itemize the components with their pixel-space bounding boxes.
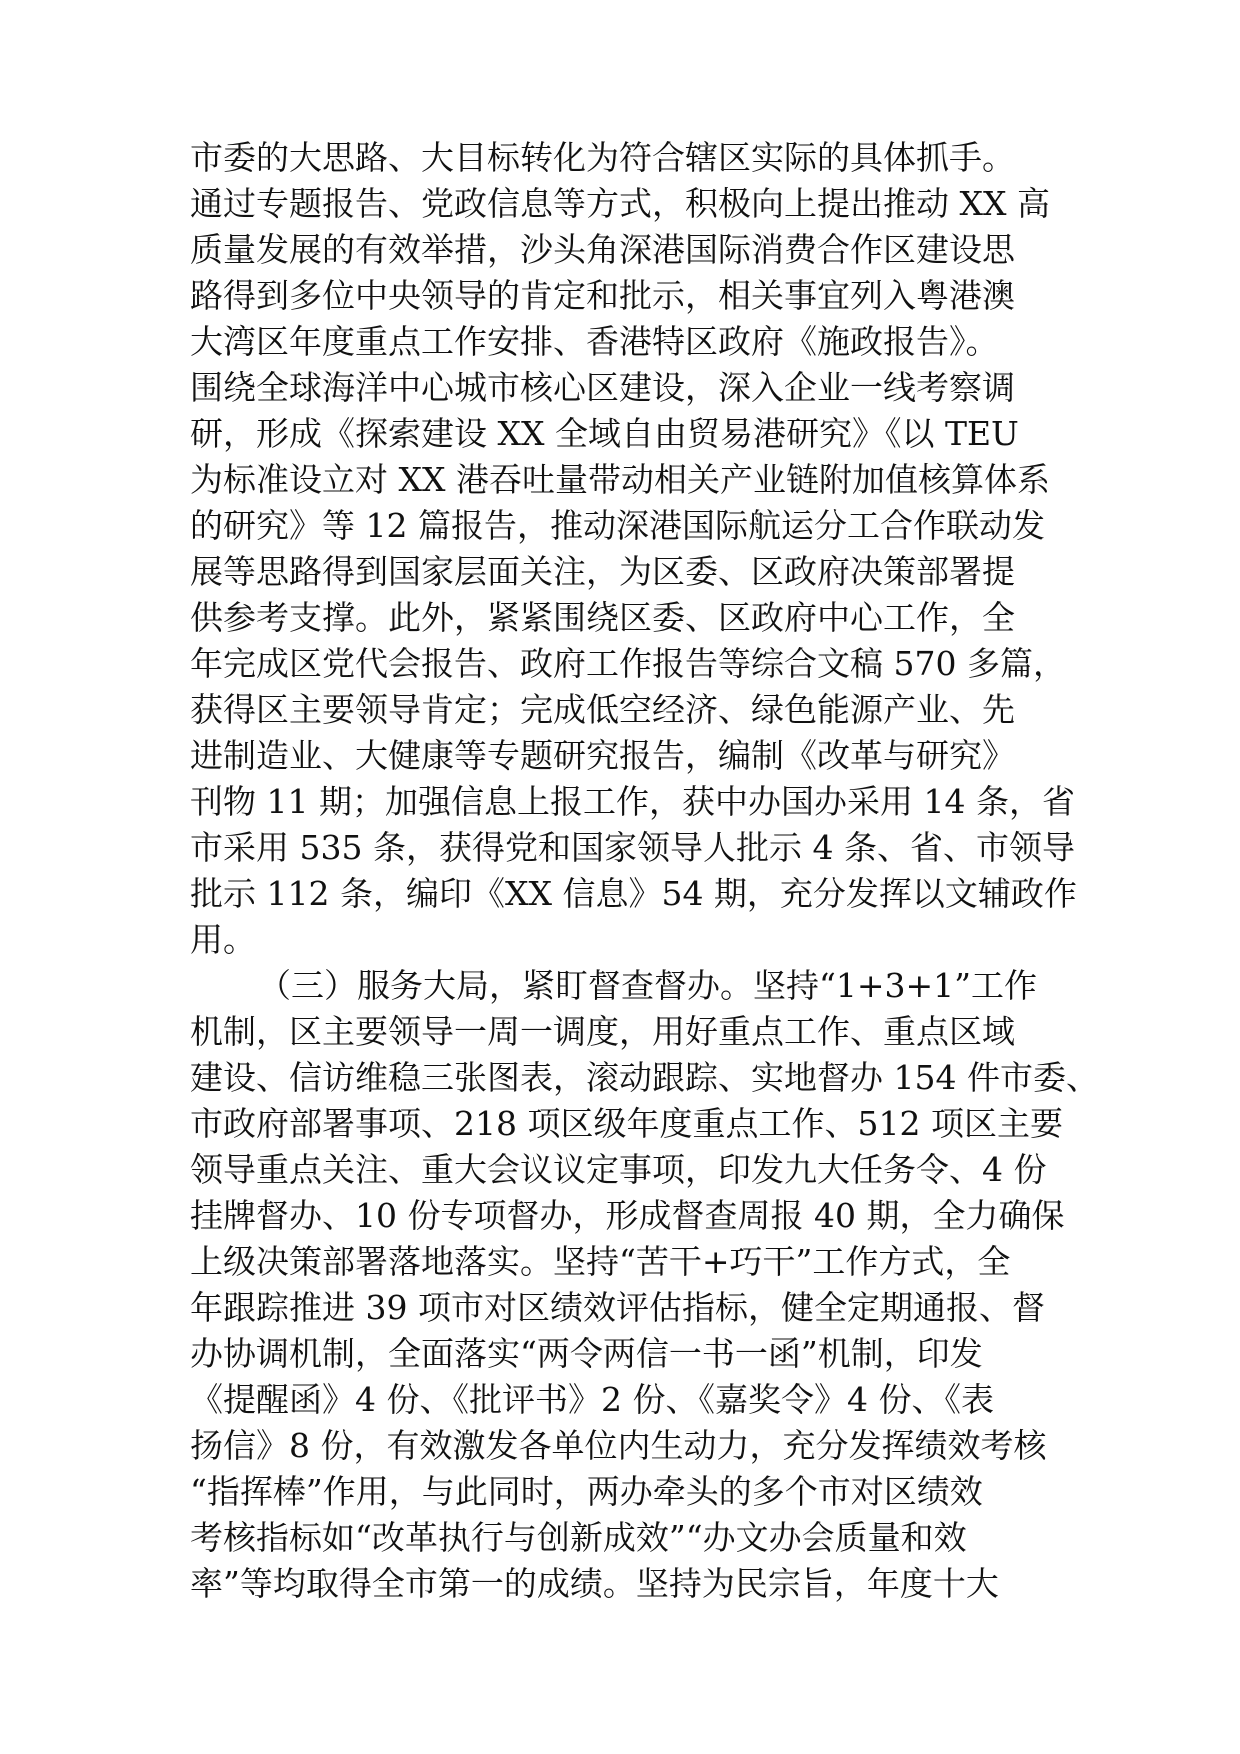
body-text-line: 研，形成《探索建设 XX 全域自由贸易港研究》《以 TEU xyxy=(190,414,1019,453)
body-text-line: 办协调机制，全面落实“两令两信一书一函”机制，印发 xyxy=(190,1334,983,1373)
body-text-line: 的研究》等 12 篇报告，推动深港国际航运分工合作联动发 xyxy=(190,506,1045,545)
body-text-line: 考核指标如“改革执行与创新成效”“办文办会质量和效 xyxy=(190,1518,967,1557)
body-text-line: 获得区主要领导肯定；完成低空经济、绿色能源产业、先 xyxy=(190,690,1015,729)
body-text-line: 大湾区年度重点工作安排、香港特区政府《施政报告》。 xyxy=(190,322,999,361)
body-text-line: 《提醒函》4 份、《批评书》2 份、《嘉奖令》4 份、《表 xyxy=(190,1380,994,1419)
body-text-line: 上级决策部署落地落实。坚持“苦干+巧干”工作方式，全 xyxy=(190,1242,1011,1281)
body-text-line: 挂牌督办、10 份专项督办，形成督查周报 40 期，全力确保 xyxy=(190,1196,1065,1235)
body-text-line: 年完成区党代会报告、政府工作报告等综合文稿 570 多篇， xyxy=(190,644,1066,683)
body-text-line: 批示 112 条，编印《XX 信息》54 期，充分发挥以文辅政作 xyxy=(190,874,1077,913)
body-text-line: 质量发展的有效举措，沙头角深港国际消费合作区建设思 xyxy=(190,230,1015,269)
body-text-line: 路得到多位中央领导的肯定和批示，相关事宜列入粤港澳 xyxy=(190,276,1015,315)
body-text-line: 为标准设立对 XX 港吞吐量带动相关产业链附加值核算体系 xyxy=(190,460,1050,499)
body-text-line: 围绕全球海洋中心城市核心区建设，深入企业一线考察调 xyxy=(190,368,1015,407)
body-text-line: 扬信》8 份，有效激发各单位内生动力，充分发挥绩效考核 xyxy=(190,1426,1047,1465)
body-text-line: 机制，区主要领导一周一调度，用好重点工作、重点区域 xyxy=(190,1012,1015,1051)
body-text-line: 展等思路得到国家层面关注，为区委、区政府决策部署提 xyxy=(190,552,1015,591)
body-text-line: 年跟踪推进 39 项市对区绩效评估指标，健全定期通报、督 xyxy=(190,1288,1045,1327)
body-text-line: 市委的大思路、大目标转化为符合辖区实际的具体抓手。 xyxy=(190,138,1015,177)
body-text-line: 市采用 535 条，获得党和国家领导人批示 4 条、省、市领导 xyxy=(190,828,1075,867)
body-text-line: 供参考支撑。此外，紧紧围绕区委、区政府中心工作，全 xyxy=(190,598,1015,637)
section-heading-line: （三）服务大局，紧盯督查督办。坚持“1+3+1”工作 xyxy=(258,966,1038,1005)
body-text-line: 进制造业、大健康等专题研究报告，编制《改革与研究》 xyxy=(190,736,1015,775)
body-text-line: 率”等均取得全市第一的成绩。坚持为民宗旨，年度十大 xyxy=(190,1564,999,1603)
body-text-line: 通过专题报告、党政信息等方式，积极向上提出推动 XX 高 xyxy=(190,184,1050,223)
body-text-line: “指挥棒”作用，与此同时，两办牵头的多个市对区绩效 xyxy=(190,1472,983,1511)
body-text-line: 建设、信访维稳三张图表，滚动跟踪、实地督办 154 件市委、 xyxy=(190,1058,1099,1097)
body-text-line: 市政府部署事项、218 项区级年度重点工作、512 项区主要 xyxy=(190,1104,1063,1143)
body-text-line: 领导重点关注、重大会议议定事项，印发九大任务令、4 份 xyxy=(190,1150,1047,1189)
body-text-line: 刊物 11 期；加强信息上报工作，获中办国办采用 14 条，省 xyxy=(190,782,1075,821)
body-text-line: 用。 xyxy=(190,920,256,959)
